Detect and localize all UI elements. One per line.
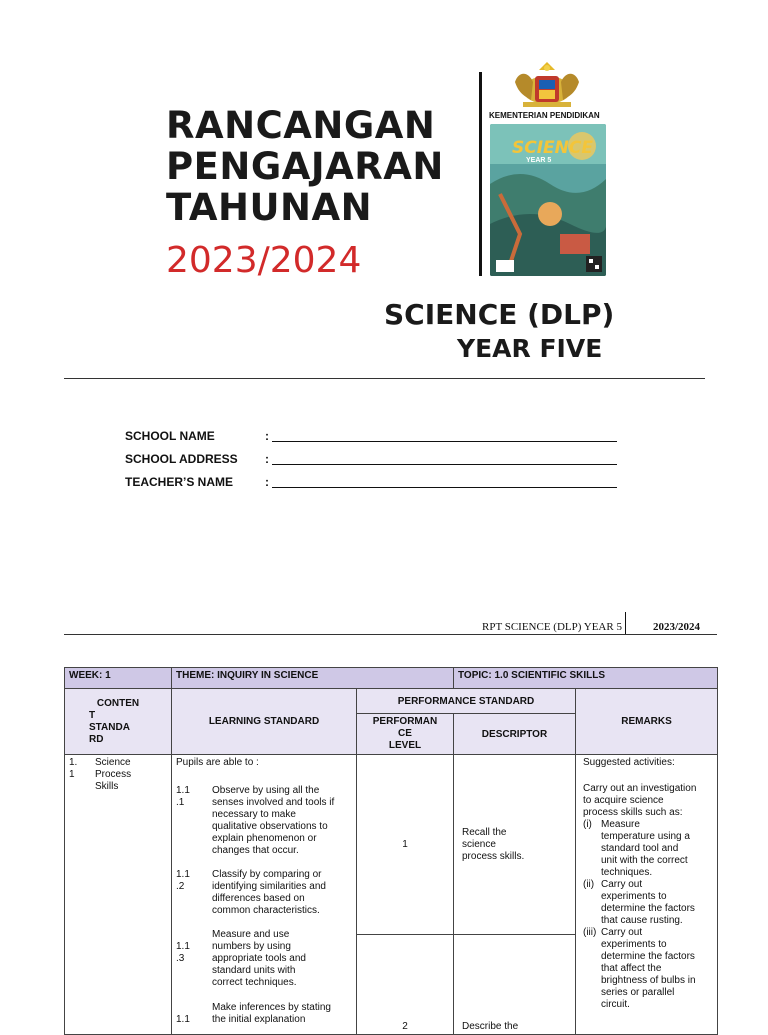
remarks-cell: Suggested activities: Carry out an investigation to acquire science process skills such as: (i) Measure temperature using a standard tool and unit with the correct techniques. (ii) Carry out experiments to determine the factors that cause rusting. (iii) Carry out experiments to determine the factors that affect the brightness of bulbs in series or parallel circuit. bbox=[576, 755, 718, 1035]
school-address-label: SCHOOL ADDRESS bbox=[125, 452, 238, 466]
performance-level-1: 1 bbox=[357, 755, 454, 935]
cover-title-line2: PENGAJARAN bbox=[166, 145, 444, 188]
learning-standard-cell: Pupils are able to : 1.1 .1 Observe by using all the senses involved and tools if necessary to make qualitative observations to explain phenomenon or changes that occur. 1.1 .2 Classify by comparing or identifying similarities and differences based on common characteristics. 1.1 .3 Measure and use numbers by using appropriate tools and standard units with correct techniques. 1.1 Make inferences by stating the initial explanation bbox=[172, 755, 357, 1035]
textbook-cover-image bbox=[490, 124, 606, 276]
teacher-name-label: TEACHER’S NAME bbox=[125, 475, 234, 489]
topic-cell: TOPIC: 1.0 SCIENTIFIC SKILLS bbox=[454, 668, 718, 689]
book-year: YEAR 5 bbox=[526, 157, 552, 164]
rpt-table bbox=[64, 667, 718, 1035]
theme-cell: THEME: INQUIRY IN SCIENCE bbox=[172, 668, 454, 689]
learning-standard-header: LEARNING STANDARD bbox=[172, 689, 357, 755]
colon: : bbox=[265, 429, 269, 443]
cover-rule bbox=[64, 378, 705, 379]
week-cell: WEEK: 1 bbox=[65, 668, 172, 689]
school-address-field[interactable] bbox=[272, 464, 617, 465]
header-divider bbox=[625, 612, 626, 634]
header-rule bbox=[64, 634, 717, 635]
performance-level-header: PERFORMAN CE LEVEL bbox=[357, 714, 454, 755]
content-standard-cell: 1. 1 Science Process Skills bbox=[65, 755, 172, 1035]
remarks-header: REMARKS bbox=[576, 689, 718, 755]
content-standard-header: CONTEN T STANDA RD bbox=[65, 689, 172, 755]
school-name-label: SCHOOL NAME bbox=[125, 429, 215, 443]
colon: : bbox=[265, 452, 269, 466]
ministry-label: KEMENTERIAN PENDIDIKAN bbox=[489, 111, 600, 120]
cover-title-line3: TAHUNAN bbox=[166, 186, 373, 229]
descriptor-1: Recall the science process skills. bbox=[454, 755, 576, 935]
page-header-left: RPT SCIENCE (DLP) YEAR 5 bbox=[482, 621, 622, 633]
book-title: SCIENCE bbox=[512, 138, 593, 158]
cover-year: 2023/2024 bbox=[166, 240, 362, 281]
performance-level-2: 2 bbox=[357, 935, 454, 1035]
coat-of-arms-icon bbox=[509, 60, 585, 108]
subject-title: SCIENCE (DLP) bbox=[384, 298, 615, 331]
descriptor-2: Describe the bbox=[454, 935, 576, 1035]
teacher-name-field[interactable] bbox=[272, 487, 617, 488]
cover-title-line1: RANCANGAN bbox=[166, 104, 436, 147]
colon: : bbox=[265, 475, 269, 489]
school-name-field[interactable] bbox=[272, 441, 617, 442]
performance-standard-header: PERFORMANCE STANDARD bbox=[357, 689, 576, 714]
descriptor-header: DESCRIPTOR bbox=[454, 714, 576, 755]
cover-divider bbox=[479, 72, 482, 276]
page-header-right: 2023/2024 bbox=[653, 621, 701, 633]
grade-title: YEAR FIVE bbox=[457, 334, 603, 363]
